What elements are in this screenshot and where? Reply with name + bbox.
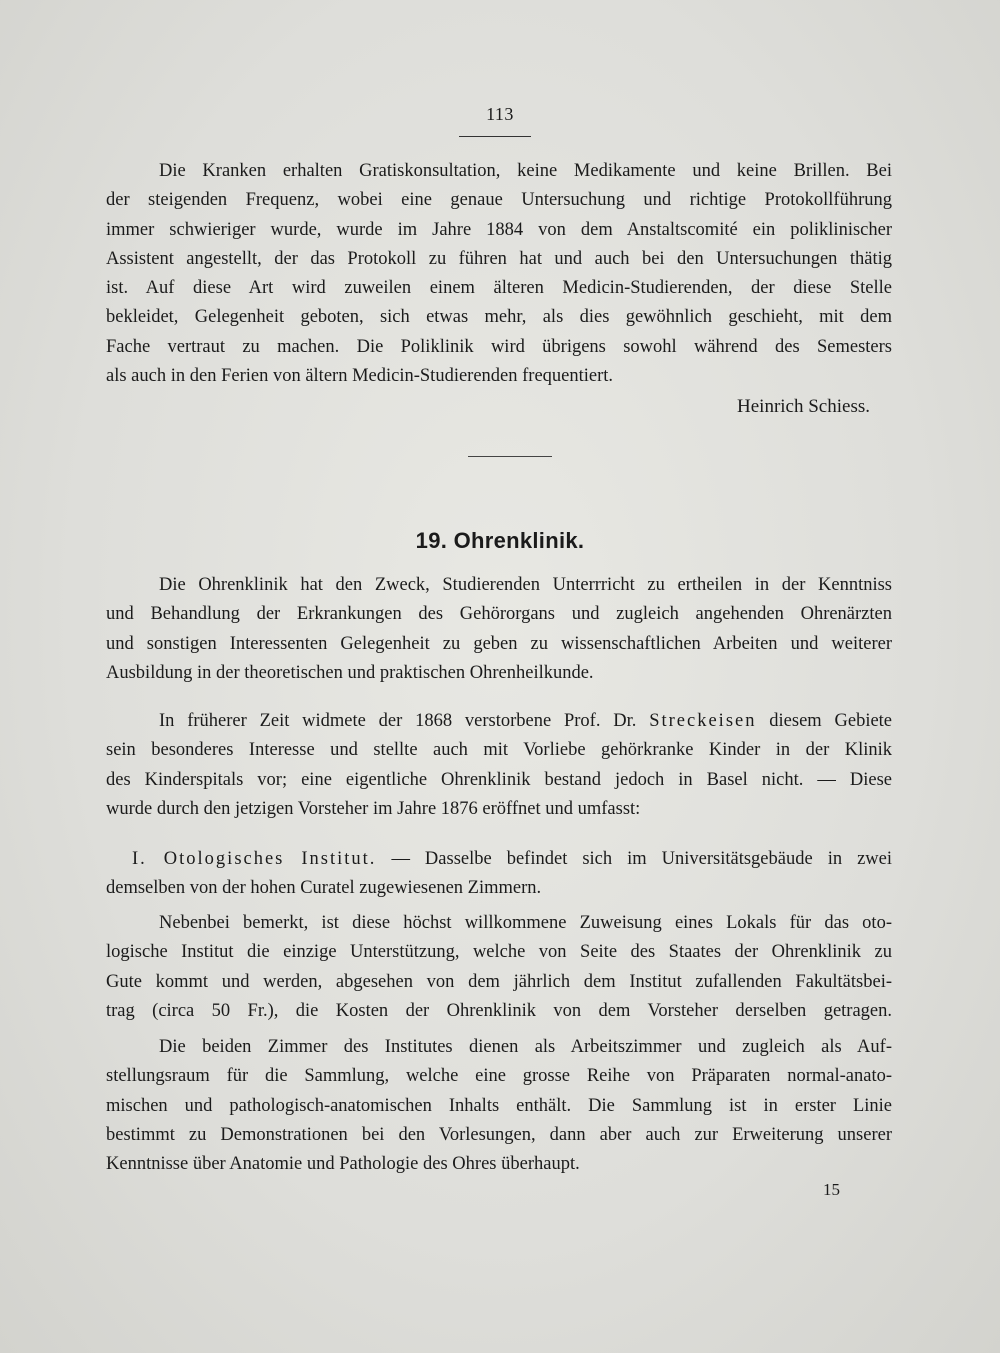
paragraph-sammlung	[106, 1033, 892, 1179]
section-heading: 19. Ohrenklinik.	[415, 528, 585, 553]
text-span: In früherer Zeit widmete der 1868 verstorbene Prof. Dr.	[159, 711, 637, 731]
text-line: Assistent angestellt, der das Protokoll zu führen hat und auch bei den Untersuchungen thätig	[106, 248, 892, 269]
text-line: sein besonderes Interesse und stellte auch mit Vorliebe gehörkranke Kinder in der Klinik	[106, 740, 892, 761]
paragraph-institut	[106, 845, 892, 904]
signature-mark: 15	[823, 1180, 840, 1199]
text-line: Kenntnisse über Anatomie und Pathologie des Ohres überhaupt.	[106, 1154, 580, 1175]
text-line: mischen und pathologisch-anatomischen Inhalts enthält. Die Sammlung ist in erster Linie	[106, 1095, 892, 1116]
text-line: immer schwieriger wurde, wurde im Jahre 1884 von dem Anstaltscomité ein poliklinischer	[106, 219, 892, 240]
text-line: trag (circa 50 Fr.), die Kosten der Ohrenklinik von dem Vorsteher derselben getragen.	[106, 1000, 892, 1021]
text-line: bestimmt zu Demonstrationen bei den Vorlesungen, dann aber auch zur Erweiterung unserer	[106, 1124, 892, 1145]
section-divider	[468, 456, 552, 457]
paragraph-geschichte	[106, 707, 892, 824]
text-line: stellungsraum für die Sammlung, welche eine grosse Reihe von Präparaten normal-anato-	[106, 1066, 892, 1087]
text-line: der steigenden Frequenz, wobei eine genaue Untersuchung und richtige Protokollführung	[106, 190, 892, 211]
text-line	[106, 845, 892, 874]
text-line: Gute kommt und werden, abgesehen von dem jährlich dem Institut zufallenden Fakultätsbei-	[106, 971, 892, 992]
text-span: — Dasselbe befindet sich im Universitätsgebäude in zwei	[391, 849, 892, 869]
text-line: logische Institut die einzige Unterstützung, welche von Seite des Staates der Ohrenklinik zu	[106, 942, 892, 963]
paragraph-poliklinik	[106, 157, 892, 391]
page-number-rule	[459, 136, 531, 137]
text-line: demselben von der hohen Curatel zugewiesenen Zimmern.	[106, 878, 542, 899]
text-line: bekleidet, Gelegenheit geboten, sich etwas mehr, als dies gewöhnlich geschieht, mit dem	[106, 307, 892, 328]
paragraph-zuweisung	[106, 909, 892, 1026]
text-line	[106, 707, 892, 736]
text-line: des Kinderspitals vor; eine eigentliche Ohrenklinik bestand jedoch in Basel nicht. — Diese	[106, 769, 892, 790]
person-name: Streckeisen	[649, 711, 757, 731]
text-line: Nebenbei bemerkt, ist diese höchst willkommene Zuweisung eines Lokals für das oto-	[159, 913, 892, 933]
text-span: diesem Gebiete	[769, 711, 893, 731]
text-line: Ausbildung in der theoretischen und praktischen Ohrenheilkunde.	[106, 662, 594, 683]
author-signature: Heinrich Schiess.	[737, 396, 870, 417]
text-line: als auch in den Ferien von ältern Medicin-Studierenden frequentiert.	[106, 366, 614, 387]
page-number: 113	[486, 104, 514, 124]
text-line: wurde durch den jetzigen Vorsteher im Jahre 1876 eröffnet und umfasst:	[106, 798, 641, 819]
text-line: Fache vertraut zu machen. Die Poliklinik wird übrigens sowohl während des Semesters	[106, 336, 892, 357]
text-line: Die beiden Zimmer des Institutes dienen als Arbeitszimmer und zugleich als Auf-	[159, 1037, 892, 1057]
text-line: ist. Auf diese Art wird zuweilen einem älteren Medicin-Studierenden, der diese Stelle	[106, 278, 892, 299]
item-label: I. Otologisches Institut.	[132, 849, 377, 869]
text-line: und Behandlung der Erkrankungen des Gehörorgans und zugleich angehenden Ohrenärzten	[106, 604, 892, 625]
text-line: Die Kranken erhalten Gratiskonsultation, keine Medikamente und keine Brillen. Bei	[159, 161, 892, 181]
text-line: und sonstigen Interessenten Gelegenheit zu geben zu wissenschaftlichen Arbeiten und weiterer	[106, 633, 892, 654]
text-line: Die Ohrenklinik hat den Zweck, Studierenden Unterrricht zu ertheilen in der Kenntniss	[159, 575, 892, 595]
paragraph-zweck	[106, 571, 892, 688]
